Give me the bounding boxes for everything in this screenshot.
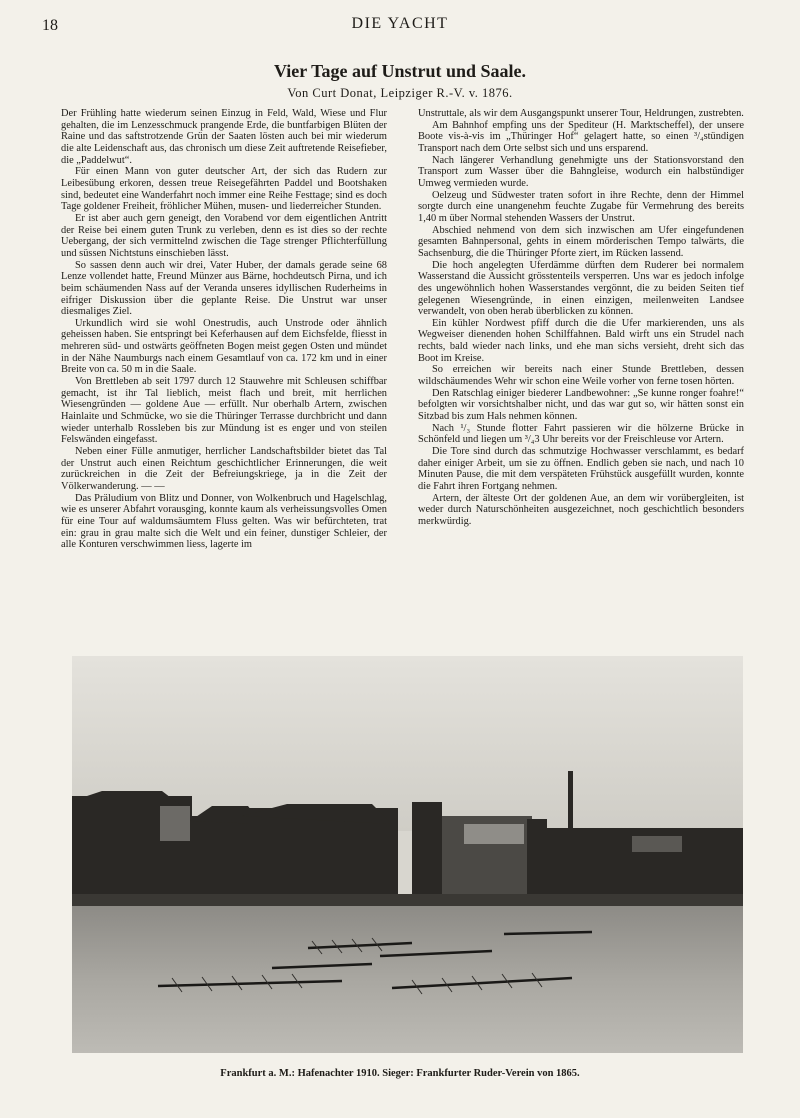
paragraph: Er ist aber auch gern geneigt, den Vorabend vor dem eigentlichen Antritt der Reise bei einem guten Trunk zu verleben, denn es ist dies so der rechte Uebergang, der sich vermittelnd zwischen die Tage strenger Pflichterfüllung und süssen Nichtstuns einschieben lässt. bbox=[61, 212, 387, 259]
paragraph: Für einen Mann von guter deutscher Art, der sich das Rudern zur Leibesübung erkoren, dessen treue Reisegefährten Paddel und Bootshaken sind, bedeutet eine Wanderfahrt noch immer eine Reihe Festtage; sind es doch Tage goldener Freiheit, fröhlicher Mühen, musen- und liederreicher Stunden. bbox=[61, 166, 387, 213]
paragraph: Der Frühling hatte wiederum seinen Einzug in Feld, Wald, Wiese und Flur gehalten, die im Lenzesschmuck prangende Erde, die buntfarbigen Blüten der Raine und das saftstrotzende Grün der Saaten lösten auch bei mir wiederum die alte Leidenschaft aus, das chronisch um diese Zeit auftretende Reisefieber, die „Paddelwut“. bbox=[61, 108, 387, 166]
paragraph: Das Präludium von Blitz und Donner, von Wolkenbruch und Hagelschlag, wie es unserer Abfahrt vorausging, konnte kaum als verheissungsvolles Omen für eine Tour auf waldumsäumtem Fluss gelten. Was wir befürchteten, trat ein: grau in grau malte sich die Welt und ein feiner, dunstiger Schleier, der alle Konturen verschwimmen liess, lagerte im bbox=[61, 492, 387, 551]
paragraph: So erreichen wir bereits nach einer Stunde Brettleben, dessen wildschäumendes Wehr wir schon eine Weile vorher von ferne tosen hörten. bbox=[418, 364, 744, 388]
paragraph: Die Tore sind durch das schmutzige Hochwasser verschlammt, es bedarf daher einiger Arbeit, um sie zu öffnen. Endlich geben sie nach, und nach 10 Minuten Pause, die mit dem verspäteten Frühstück ausgefüllt wurden, konnte die Fahrt ihren Fortgang nehmen. bbox=[418, 446, 744, 492]
paragraph: Von Brettleben ab seit 1797 durch 12 Stauwehre mit Schleusen schiffbar gemacht, ist ihr Tal lieblich, meist flach und breit, mit herrlichen Wiesengründen — goldene Aue — erfüllt. Nur oberhalb Artern, zwischen Hainlaite und Schmücke, wo sie die Thüringer Terrasse durchbricht und dann wieder unterhalb Rossleben bis zur Mündung ist es enger und von steilen Felswänden eingefasst. bbox=[61, 376, 387, 446]
paragraph: Die hoch angelegten Uferdämme dürften dem Ruderer bei normalem Wasserstand die Aussicht grösstenteils versperren. Uns war es jedoch infolge des ungewöhnlich hohen Wasserstandes vergönnt, die zu beiden Seiten tief gelegenen Wiesengründe, in einen einzigen, meilenweiten Landsee verwandelt, von oben herab überblicken zu können. bbox=[418, 259, 744, 318]
photo-illustration bbox=[72, 656, 743, 1053]
paragraph: Urkundlich wird sie wohl Onestrudis, auch Unstrode oder ähnlich geheissen haben. Sie entspringt bei Keferhausen auf dem Eichsfelde, fliesst in mehreren süd- und ostwärts geöffneten Bogen meist gegen Osten und mündet in der Nähe Naumburgs nach einem Gesamtlauf von ca. 172 km und in einer Breite von ca. 50 m in die Saale. bbox=[61, 317, 387, 376]
paragraph: Nach längerer Verhandlung genehmigte uns der Stationsvorstand den Transport zum Wasser über die Bahngleise, wodurch ein halbstündiger Umweg vermieden wurde. bbox=[418, 154, 744, 189]
paragraph: Artern, der älteste Ort der goldenen Aue, an dem wir vorübergleiten, ist weder durch Naturschönheiten ausgezeichnet, noch geschichtlich besonders merkwürdig. bbox=[418, 492, 744, 527]
running-head: DIE YACHT bbox=[351, 15, 449, 32]
article-title: Vier Tage auf Unstrut und Saale. bbox=[273, 61, 527, 81]
paragraph: Oelzeug und Südwester traten sofort in ihre Rechte, denn der Himmel sorgte durch eine unangenehm feuchte Zugabe für Vermehrung des bereits 1,40 m über Normal stehenden Wassers der Unstrut. bbox=[418, 189, 744, 224]
article-byline: Von Curt Donat, Leipziger R.-V. v. 1876. bbox=[287, 86, 513, 100]
page-number: 18 bbox=[42, 17, 58, 34]
paragraph: Ein kühler Nordwest pfiff durch die die Ufer markierenden, uns als Wegweiser dienenden hohen Schilffahnen. Bald wirft uns ein Strudel nach rechts, bald wieder nach links, und ehe man sichs versieht, dreht sich das Boot im Kreise. bbox=[418, 317, 744, 364]
paragraph: Abschied nehmend von dem sich inzwischen am Ufer eingefundenen gesamten Bahnpersonal, gehts in einem mörderischen Tempo talwärts, die Sachsenburg, die die Thüringer Pforte ziert, im Rücken lassend. bbox=[418, 224, 744, 259]
right-text-column bbox=[418, 108, 744, 528]
paragraph: Am Bahnhof empfing uns der Spediteur (H. Marktscheffel), der unsere Boote vis-à-vis im „Thüringer Hof“ gelagert hatte, so einen ³/₄stündigen Transport nach dem Orte selbst sich und uns ersparend. bbox=[418, 119, 744, 154]
paragraph: Neben einer Fülle anmutiger, herrlicher Landschaftsbilder bietet das Tal der Unstrut auch einen Reichtum geschichtlicher Erinnerungen, die weit zurückreichen in die Zeit der Befreiungskriege, ja in die Zeit der Völkerwanderung. — — bbox=[61, 446, 387, 492]
paragraph: Nach ¹/₃ Stunde flotter Fahrt passieren wir die hölzerne Brücke in Schönfeld und liegen um ³/₄3 Uhr bereits vor der Freischleuse vor Artern. bbox=[418, 422, 744, 446]
photo-caption: Frankfurt a. M.: Hafenachter 1910. Sieger: Frankfurter Ruder-Verein von 1865. bbox=[220, 1068, 580, 1079]
left-text-column bbox=[61, 108, 387, 551]
paragraph: So sassen denn auch wir drei, Vater Huber, der damals gerade seine 68 Lenze vollendet hatte, Freund Münzer aus Bärne, hochdeutsch Pirna, und ich beim schäumenden Nass auf der Veranda unseres idyllischen Ruderheims in eifriger Diskussion über die geplante Reise. Die Unstrut war unser diesmaliges Ziel. bbox=[61, 259, 387, 318]
quay bbox=[72, 894, 743, 908]
paragraph: Unstruttale, als wir dem Ausgangspunkt unserer Tour, Heldrungen, zustrebten. bbox=[418, 108, 744, 119]
rowing-regatta-photo bbox=[72, 656, 743, 1053]
paragraph: Den Ratschlag einiger biederer Landbewohner: „Se kunne ronger foahre!“ befolgten wir vorsichtshalber nicht, und das war gut so, wir hätten sonst ein Sitzbad bis zum Hals nehmen können. bbox=[418, 387, 744, 423]
